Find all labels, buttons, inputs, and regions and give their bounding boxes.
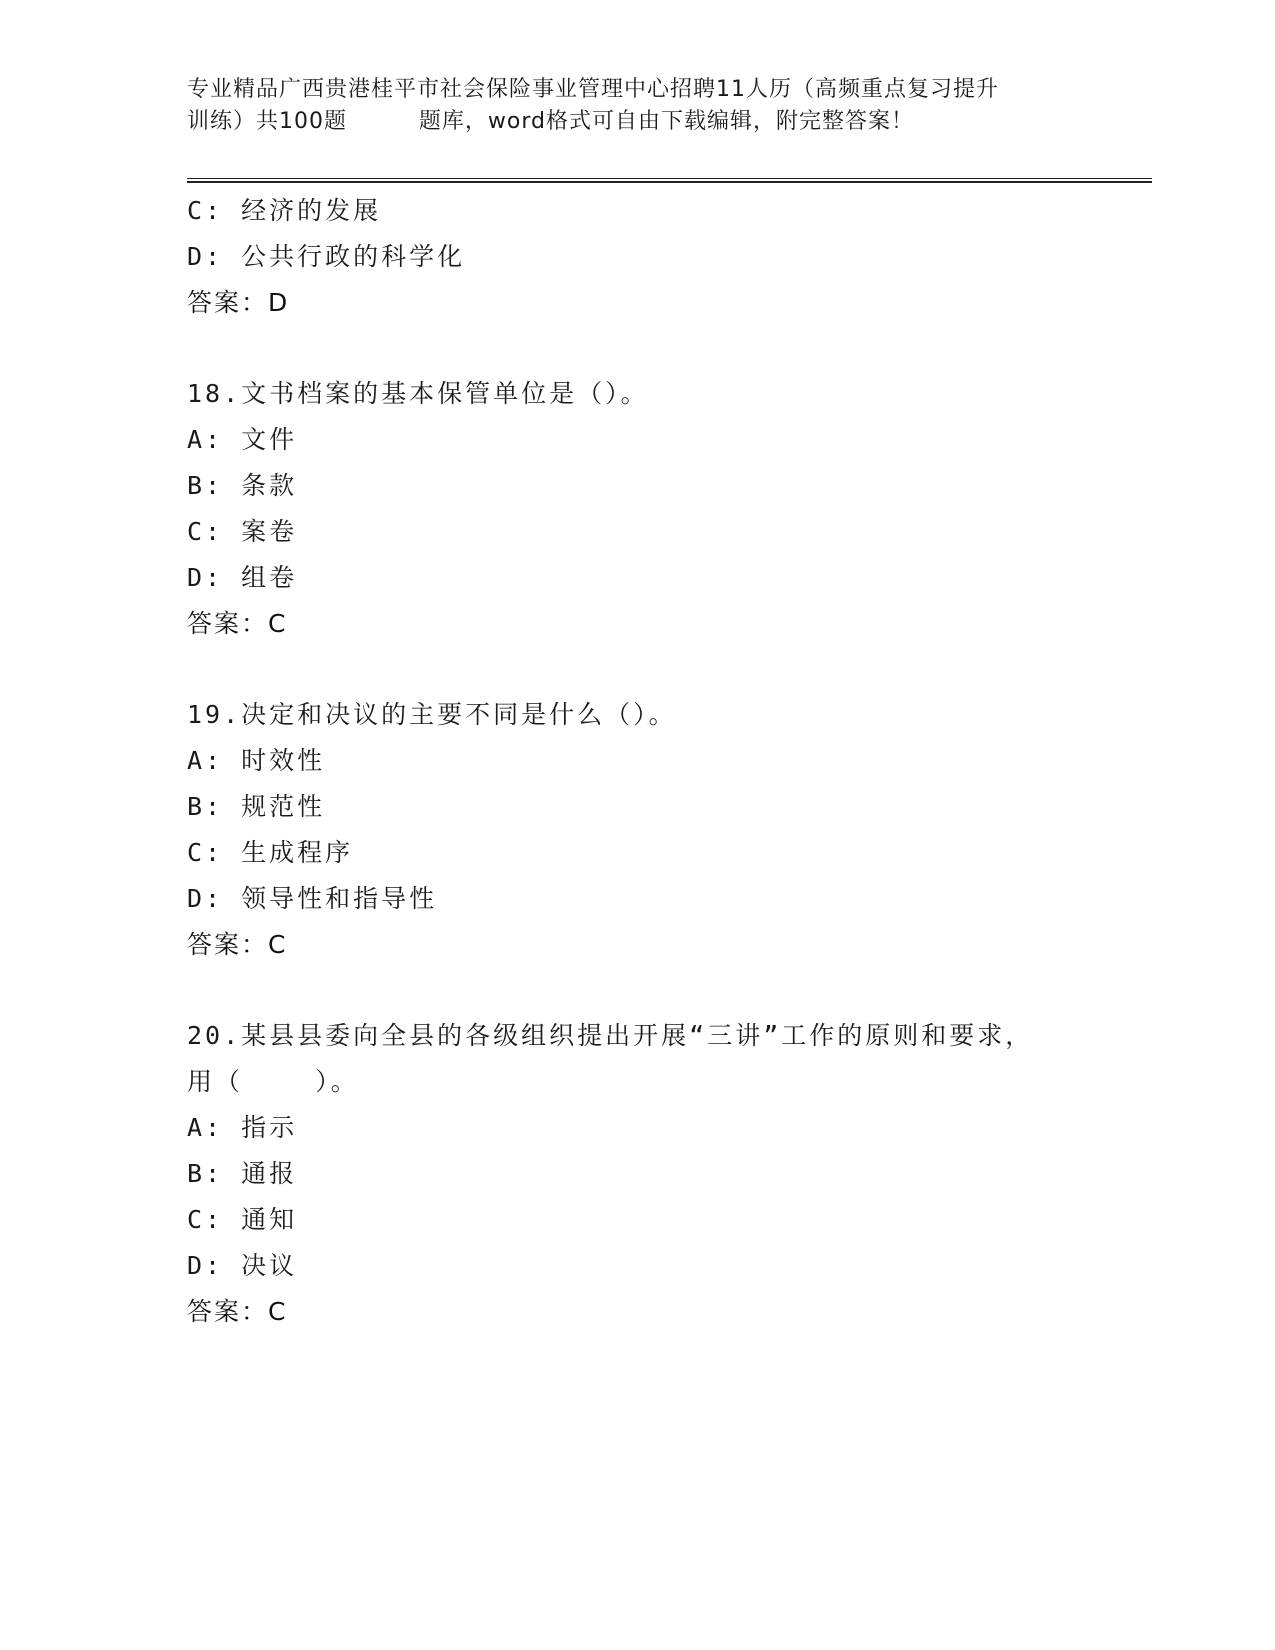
option-a: A: 时效性 <box>187 746 326 775</box>
question-17-tail <box>187 188 1152 326</box>
answer-line: 答案：C <box>187 1297 288 1326</box>
answer-line: 答案：C <box>187 930 288 959</box>
answer-line: 答案：C <box>187 609 288 638</box>
option-a: A: 文件 <box>187 425 298 454</box>
option-c: C: 通知 <box>187 1205 298 1234</box>
option-d: D: 决议 <box>187 1251 298 1280</box>
question-18 <box>187 371 1152 647</box>
option-b: B: 规范性 <box>187 792 326 821</box>
question-19 <box>187 692 1152 968</box>
header-title-line-1: 专业精品广西贵港桂平市社会保险事业管理中心招聘11人历（高频重点复习提升 <box>187 77 999 102</box>
spacer <box>187 968 1152 1013</box>
question-text-line-1: 20.某县县委向全县的各级组织提出开展“三讲”工作的原则和要求， <box>187 1021 1034 1050</box>
question-20 <box>187 1013 1152 1335</box>
question-text: 18.文书档案的基本保管单位是（）。 <box>187 379 649 408</box>
option-c: C: 经济的发展 <box>187 196 382 225</box>
option-d: D: 领导性和指导性 <box>187 884 438 913</box>
option-b: B: 条款 <box>187 471 298 500</box>
question-text: 19.决定和决议的主要不同是什么（）。 <box>187 700 677 729</box>
header-divider <box>187 178 1152 183</box>
option-d: D: 公共行政的科学化 <box>187 242 466 271</box>
question-list <box>187 188 1152 1335</box>
option-d: D: 组卷 <box>187 563 298 592</box>
option-a: A: 指示 <box>187 1113 298 1142</box>
question-text-line-2: 用（ ）。 <box>187 1067 359 1096</box>
spacer <box>187 647 1152 692</box>
document-header <box>187 74 1077 138</box>
answer-line: 答案：D <box>187 288 290 317</box>
header-title-line-2: 训练）共100题 题库，word格式可自由下载编辑，附完整答案！ <box>187 109 915 134</box>
option-c: C: 生成程序 <box>187 838 354 867</box>
spacer <box>187 326 1152 371</box>
option-b: B: 通报 <box>187 1159 298 1188</box>
option-c: C: 案卷 <box>187 517 298 546</box>
